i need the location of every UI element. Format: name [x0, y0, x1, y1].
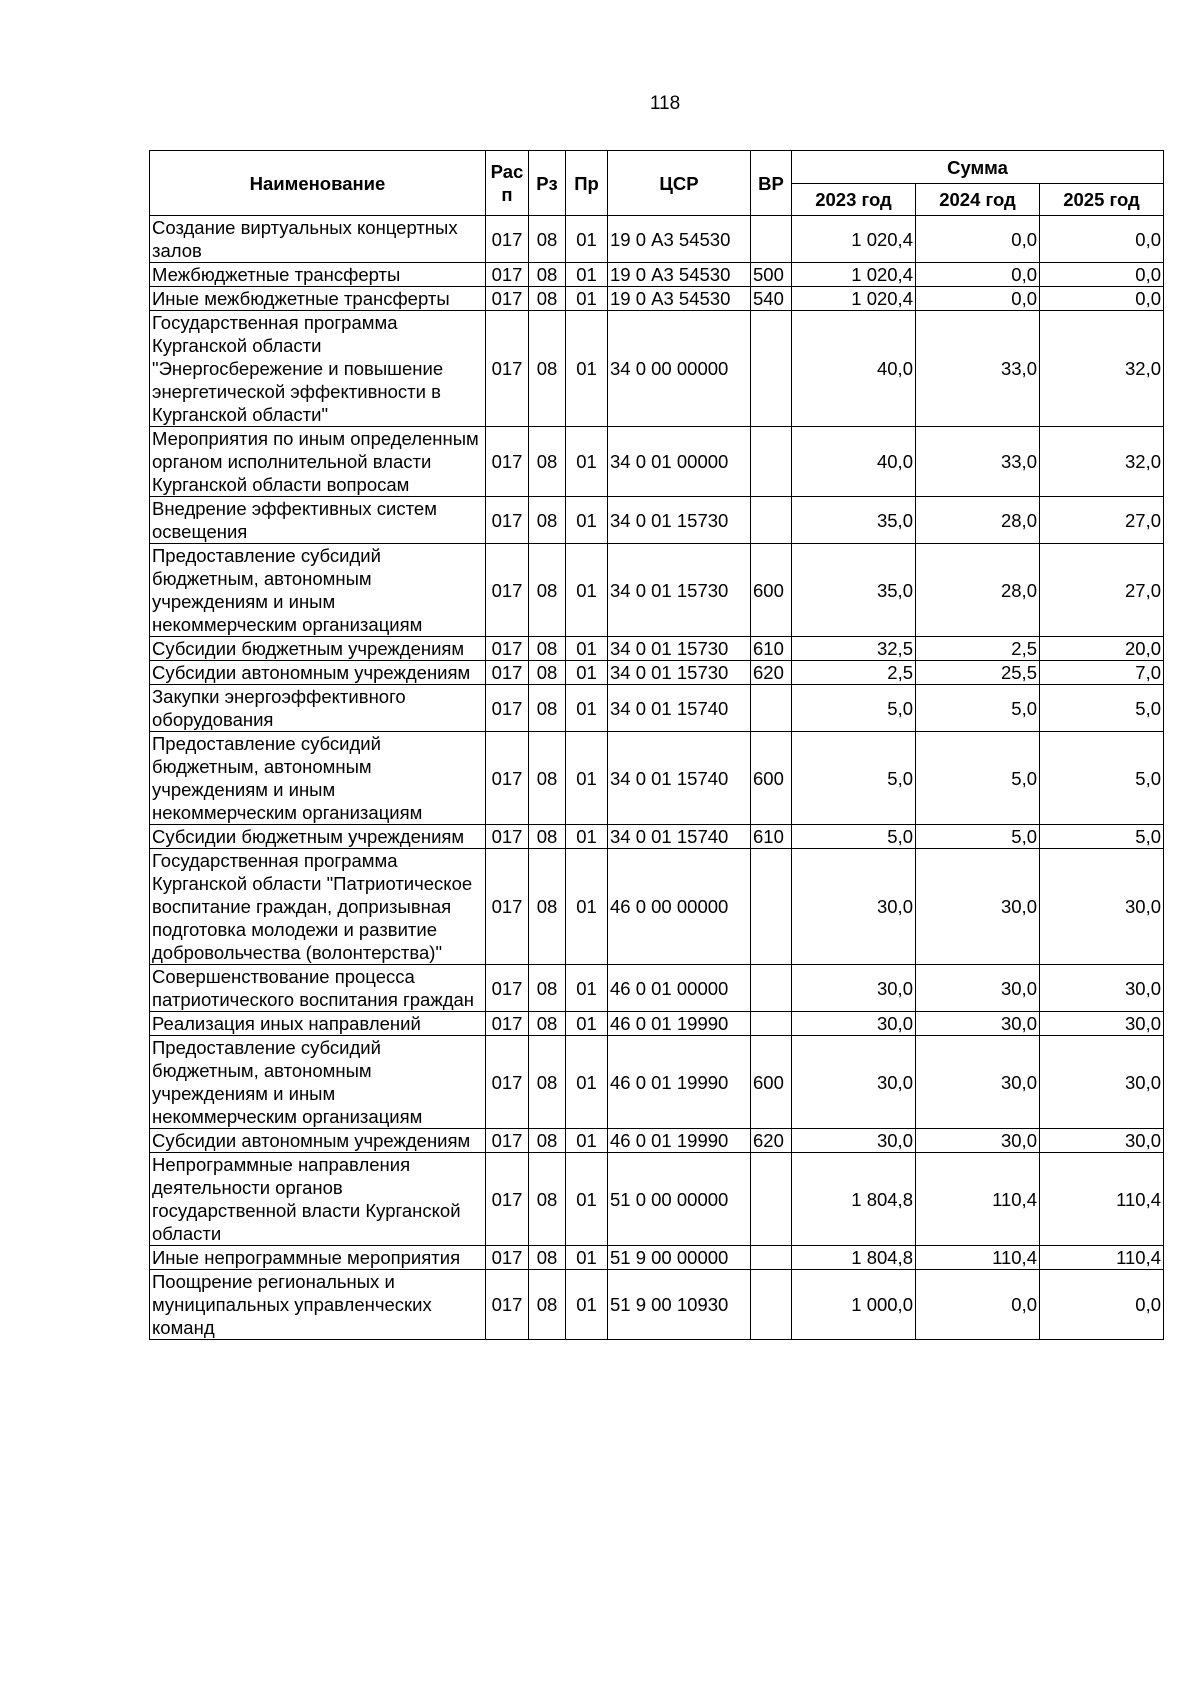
- table-row: [150, 685, 1164, 732]
- cell-rz: 08: [529, 1129, 566, 1153]
- cell-vr: [751, 685, 792, 732]
- table-row: [150, 1129, 1164, 1153]
- cell-2024: 30,0: [916, 1129, 1040, 1153]
- cell-rasp: 017: [486, 732, 529, 825]
- cell-rasp: 017: [486, 1012, 529, 1036]
- cell-vr: [751, 311, 792, 427]
- cell-2023: 1 020,4: [792, 216, 916, 263]
- cell-2025: 32,0: [1040, 311, 1164, 427]
- cell-rz: 08: [529, 661, 566, 685]
- cell-2024: 110,4: [916, 1246, 1040, 1270]
- cell-rz: 08: [529, 849, 566, 965]
- cell-csr: 46 0 01 19990: [608, 1012, 751, 1036]
- header-year-2024: 2024 год: [916, 184, 1040, 216]
- cell-2023: 40,0: [792, 427, 916, 497]
- table-row: [150, 661, 1164, 685]
- cell-2023: 30,0: [792, 1012, 916, 1036]
- cell-pr: 01: [566, 849, 608, 965]
- cell-csr: 46 0 01 00000: [608, 965, 751, 1012]
- cell-name: Субсидии автономным учреждениям: [150, 1129, 486, 1153]
- cell-2023: 32,5: [792, 637, 916, 661]
- cell-name: Межбюджетные трансферты: [150, 263, 486, 287]
- cell-rasp: 017: [486, 216, 529, 263]
- table-row: [150, 1246, 1164, 1270]
- cell-pr: 01: [566, 497, 608, 544]
- cell-2024: 5,0: [916, 732, 1040, 825]
- cell-pr: 01: [566, 1036, 608, 1129]
- cell-2024: 0,0: [916, 263, 1040, 287]
- cell-csr: 46 0 01 19990: [608, 1129, 751, 1153]
- cell-2025: 30,0: [1040, 1012, 1164, 1036]
- cell-2023: 5,0: [792, 732, 916, 825]
- cell-2025: 5,0: [1040, 732, 1164, 825]
- cell-name: Иные непрограммные мероприятия: [150, 1246, 486, 1270]
- header-pr: Пр: [566, 151, 608, 216]
- cell-pr: 01: [566, 1129, 608, 1153]
- header-year-2025: 2025 год: [1040, 184, 1164, 216]
- cell-2025: 30,0: [1040, 849, 1164, 965]
- cell-2023: 30,0: [792, 1036, 916, 1129]
- cell-vr: [751, 497, 792, 544]
- cell-2023: 30,0: [792, 965, 916, 1012]
- header-rasp: Рас п: [486, 151, 529, 216]
- table-body: [150, 216, 1164, 1340]
- cell-vr: [751, 849, 792, 965]
- header-csr: ЦСР: [608, 151, 751, 216]
- cell-csr: 19 0 А3 54530: [608, 216, 751, 263]
- cell-vr: [751, 1270, 792, 1340]
- cell-name: Предоставление субсидий бюджетным, автономным учреждениям и иным некоммерческим организациям: [150, 1036, 486, 1129]
- cell-2024: 110,4: [916, 1153, 1040, 1246]
- cell-csr: 46 0 00 00000: [608, 849, 751, 965]
- table-row: [150, 825, 1164, 849]
- cell-vr: 540: [751, 287, 792, 311]
- cell-csr: 34 0 01 00000: [608, 427, 751, 497]
- cell-name: Создание виртуальных концертных залов: [150, 216, 486, 263]
- cell-vr: 610: [751, 637, 792, 661]
- header-rz: Рз: [529, 151, 566, 216]
- cell-vr: 610: [751, 825, 792, 849]
- cell-2025: 110,4: [1040, 1246, 1164, 1270]
- table-row: [150, 544, 1164, 637]
- cell-2024: 30,0: [916, 1036, 1040, 1129]
- cell-2023: 1 804,8: [792, 1246, 916, 1270]
- cell-2024: 2,5: [916, 637, 1040, 661]
- table-row: [150, 732, 1164, 825]
- cell-2023: 1 020,4: [792, 287, 916, 311]
- cell-2024: 28,0: [916, 497, 1040, 544]
- page-number: 118: [649, 93, 681, 114]
- table-row: [150, 1270, 1164, 1340]
- table-row: [150, 216, 1164, 263]
- cell-name: Предоставление субсидий бюджетным, автономным учреждениям и иным некоммерческим организациям: [150, 544, 486, 637]
- cell-rz: 08: [529, 1012, 566, 1036]
- table-row: [150, 287, 1164, 311]
- cell-rasp: 017: [486, 497, 529, 544]
- cell-rasp: 017: [486, 685, 529, 732]
- cell-name: Субсидии бюджетным учреждениям: [150, 825, 486, 849]
- cell-pr: 01: [566, 263, 608, 287]
- cell-name: Поощрение региональных и муниципальных управленческих команд: [150, 1270, 486, 1340]
- cell-pr: 01: [566, 1153, 608, 1246]
- table-row: [150, 427, 1164, 497]
- header-vr: ВР: [751, 151, 792, 216]
- cell-vr: 600: [751, 732, 792, 825]
- cell-2023: 1 000,0: [792, 1270, 916, 1340]
- cell-2023: 2,5: [792, 661, 916, 685]
- cell-csr: 46 0 01 19990: [608, 1036, 751, 1129]
- table-row: [150, 311, 1164, 427]
- table-row: [150, 849, 1164, 965]
- cell-vr: [751, 1012, 792, 1036]
- cell-2025: 0,0: [1040, 216, 1164, 263]
- cell-2024: 5,0: [916, 685, 1040, 732]
- cell-2023: 30,0: [792, 1129, 916, 1153]
- cell-pr: 01: [566, 216, 608, 263]
- cell-rz: 08: [529, 497, 566, 544]
- table-row: [150, 965, 1164, 1012]
- cell-2025: 0,0: [1040, 263, 1164, 287]
- cell-vr: [751, 965, 792, 1012]
- cell-rasp: 017: [486, 427, 529, 497]
- cell-2025: 30,0: [1040, 965, 1164, 1012]
- cell-2024: 30,0: [916, 849, 1040, 965]
- cell-pr: 01: [566, 287, 608, 311]
- budget-table: [149, 150, 1164, 1340]
- cell-name: Закупки энергоэффективного оборудования: [150, 685, 486, 732]
- cell-rasp: 017: [486, 311, 529, 427]
- cell-rasp: 017: [486, 263, 529, 287]
- table-row: [150, 263, 1164, 287]
- cell-rasp: 017: [486, 849, 529, 965]
- cell-name: Государственная программа Курганской области "Энергосбережение и повышение энергетической эффективности в Курганской области": [150, 311, 486, 427]
- cell-rasp: 017: [486, 1129, 529, 1153]
- cell-2023: 1 020,4: [792, 263, 916, 287]
- table-row: [150, 637, 1164, 661]
- cell-rasp: 017: [486, 637, 529, 661]
- cell-csr: 51 9 00 00000: [608, 1246, 751, 1270]
- cell-2023: 35,0: [792, 497, 916, 544]
- cell-pr: 01: [566, 311, 608, 427]
- cell-rasp: 017: [486, 825, 529, 849]
- cell-pr: 01: [566, 732, 608, 825]
- cell-2023: 40,0: [792, 311, 916, 427]
- cell-2024: 30,0: [916, 1012, 1040, 1036]
- cell-vr: [751, 216, 792, 263]
- table-row: [150, 497, 1164, 544]
- cell-csr: 34 0 01 15740: [608, 685, 751, 732]
- cell-name: Субсидии автономным учреждениям: [150, 661, 486, 685]
- cell-2025: 5,0: [1040, 685, 1164, 732]
- cell-2023: 5,0: [792, 825, 916, 849]
- cell-rz: 08: [529, 1246, 566, 1270]
- cell-rz: 08: [529, 1270, 566, 1340]
- cell-2023: 5,0: [792, 685, 916, 732]
- cell-rz: 08: [529, 311, 566, 427]
- cell-name: Предоставление субсидий бюджетным, автономным учреждениям и иным некоммерческим организациям: [150, 732, 486, 825]
- cell-rasp: 017: [486, 287, 529, 311]
- cell-rz: 08: [529, 544, 566, 637]
- cell-name: Субсидии бюджетным учреждениям: [150, 637, 486, 661]
- cell-name: Мероприятия по иным определенным органом исполнительной власти Курганской области вопросам: [150, 427, 486, 497]
- cell-rasp: 017: [486, 661, 529, 685]
- cell-2024: 0,0: [916, 287, 1040, 311]
- cell-pr: 01: [566, 427, 608, 497]
- cell-2024: 0,0: [916, 1270, 1040, 1340]
- cell-2025: 5,0: [1040, 825, 1164, 849]
- cell-2025: 110,4: [1040, 1153, 1164, 1246]
- cell-vr: [751, 1153, 792, 1246]
- cell-pr: 01: [566, 1270, 608, 1340]
- cell-rz: 08: [529, 427, 566, 497]
- cell-csr: 34 0 00 00000: [608, 311, 751, 427]
- cell-rasp: 017: [486, 1270, 529, 1340]
- cell-pr: 01: [566, 825, 608, 849]
- cell-rz: 08: [529, 637, 566, 661]
- cell-rz: 08: [529, 287, 566, 311]
- cell-csr: 19 0 А3 54530: [608, 287, 751, 311]
- cell-2025: 20,0: [1040, 637, 1164, 661]
- cell-csr: 19 0 А3 54530: [608, 263, 751, 287]
- cell-csr: 51 0 00 00000: [608, 1153, 751, 1246]
- cell-name: Непрограммные направления деятельности органов государственной власти Курганской области: [150, 1153, 486, 1246]
- cell-2025: 30,0: [1040, 1036, 1164, 1129]
- cell-name: Реализация иных направлений: [150, 1012, 486, 1036]
- cell-2024: 5,0: [916, 825, 1040, 849]
- cell-rasp: 017: [486, 965, 529, 1012]
- cell-vr: [751, 1246, 792, 1270]
- cell-rasp: 017: [486, 1246, 529, 1270]
- cell-pr: 01: [566, 685, 608, 732]
- cell-csr: 34 0 01 15730: [608, 497, 751, 544]
- cell-rz: 08: [529, 965, 566, 1012]
- cell-pr: 01: [566, 544, 608, 637]
- header-sum: Сумма: [792, 151, 1164, 184]
- table-row: [150, 1036, 1164, 1129]
- header-year-2023: 2023 год: [792, 184, 916, 216]
- cell-rz: 08: [529, 1153, 566, 1246]
- cell-2025: 0,0: [1040, 287, 1164, 311]
- cell-pr: 01: [566, 637, 608, 661]
- cell-vr: 620: [751, 1129, 792, 1153]
- cell-vr: [751, 427, 792, 497]
- header-name: Наименование: [150, 151, 486, 216]
- cell-rz: 08: [529, 216, 566, 263]
- cell-csr: 34 0 01 15730: [608, 661, 751, 685]
- cell-2024: 0,0: [916, 216, 1040, 263]
- cell-2023: 1 804,8: [792, 1153, 916, 1246]
- cell-name: Иные межбюджетные трансферты: [150, 287, 486, 311]
- cell-rasp: 017: [486, 1153, 529, 1246]
- cell-csr: 34 0 01 15730: [608, 637, 751, 661]
- cell-pr: 01: [566, 1246, 608, 1270]
- cell-pr: 01: [566, 965, 608, 1012]
- cell-csr: 34 0 01 15740: [608, 825, 751, 849]
- cell-name: Государственная программа Курганской области "Патриотическое воспитание граждан, допризывная подготовка молодежи и развитие добровольчества (волонтерства)": [150, 849, 486, 965]
- cell-2024: 33,0: [916, 311, 1040, 427]
- table-header: [150, 151, 1164, 216]
- cell-rz: 08: [529, 825, 566, 849]
- cell-csr: 51 9 00 10930: [608, 1270, 751, 1340]
- cell-2025: 7,0: [1040, 661, 1164, 685]
- cell-name: Внедрение эффективных систем освещения: [150, 497, 486, 544]
- cell-name: Совершенствование процесса патриотического воспитания граждан: [150, 965, 486, 1012]
- cell-2024: 28,0: [916, 544, 1040, 637]
- cell-vr: 620: [751, 661, 792, 685]
- cell-2024: 33,0: [916, 427, 1040, 497]
- cell-vr: 500: [751, 263, 792, 287]
- cell-rz: 08: [529, 685, 566, 732]
- cell-rasp: 017: [486, 544, 529, 637]
- cell-2023: 35,0: [792, 544, 916, 637]
- cell-rz: 08: [529, 1036, 566, 1129]
- cell-rasp: 017: [486, 1036, 529, 1129]
- cell-2024: 25,5: [916, 661, 1040, 685]
- cell-vr: 600: [751, 544, 792, 637]
- cell-pr: 01: [566, 661, 608, 685]
- cell-rz: 08: [529, 732, 566, 825]
- cell-2025: 0,0: [1040, 1270, 1164, 1340]
- cell-csr: 34 0 01 15730: [608, 544, 751, 637]
- cell-2025: 27,0: [1040, 544, 1164, 637]
- cell-2025: 27,0: [1040, 497, 1164, 544]
- cell-2025: 30,0: [1040, 1129, 1164, 1153]
- cell-pr: 01: [566, 1012, 608, 1036]
- cell-2024: 30,0: [916, 965, 1040, 1012]
- cell-2023: 30,0: [792, 849, 916, 965]
- table-row: [150, 1153, 1164, 1246]
- cell-csr: 34 0 01 15740: [608, 732, 751, 825]
- cell-rz: 08: [529, 263, 566, 287]
- table-row: [150, 1012, 1164, 1036]
- cell-vr: 600: [751, 1036, 792, 1129]
- cell-2025: 32,0: [1040, 427, 1164, 497]
